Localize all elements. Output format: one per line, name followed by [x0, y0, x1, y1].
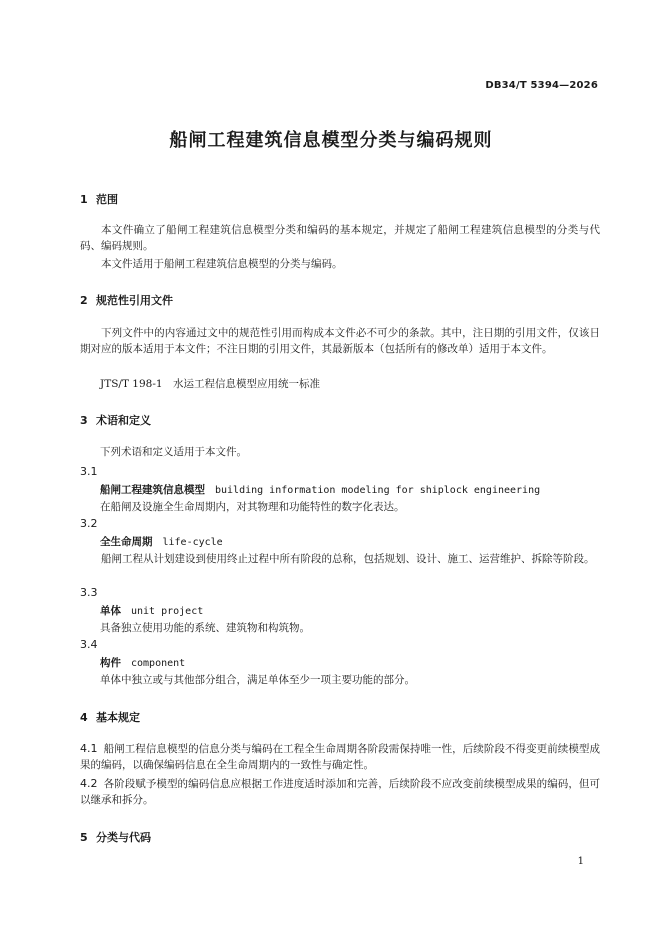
term-3-3-en: unit project [131, 606, 204, 617]
section-1-title: 范围 [96, 193, 118, 206]
document-title: 船闸工程建筑信息模型分类与编码规则 [169, 130, 493, 151]
section-1-number: 1 [80, 193, 88, 206]
term-3-4-number: 3.4 [80, 638, 98, 651]
section-5-heading [80, 829, 151, 845]
term-3-2-number: 3.2 [80, 517, 98, 530]
term-3-3-definition: 具备独立使用功能的系统、建筑物和构筑物。 [100, 622, 310, 634]
term-3-3-number: 3.3 [80, 586, 98, 599]
term-3-4-en: component [131, 658, 186, 669]
section-4-heading [80, 709, 140, 725]
references-paragraph: 下列文件中的内容通过文中的规范性引用而构成本文件必不可少的条款。其中，注日期的引用文件，仅该日期对应的版本适用于本文件；不注日期的引用文件，其最新版本（包括所有的修改单）适用于本文件。 [80, 327, 600, 355]
section-1-heading [80, 191, 118, 207]
section-2-title: 规范性引用文件 [96, 294, 173, 307]
section-3-heading [80, 412, 151, 428]
scope-paragraph-1: 本文件确立了船闸工程建筑信息模型分类和编码的基本规定，并规定了船闸工程建筑信息模型的分类与代码、编码规则。 [80, 224, 600, 252]
section-3-title: 术语和定义 [96, 414, 151, 427]
section-4-number: 4 [80, 711, 88, 724]
term-3-3-name [100, 603, 203, 620]
terms-intro: 下列术语和定义适用于本文件。 [100, 446, 247, 458]
term-3-1-number: 3.1 [80, 465, 98, 478]
section-5-title: 分类与代码 [96, 831, 151, 844]
term-3-4-name [100, 655, 185, 672]
term-3-2-en: life-cycle [162, 537, 223, 548]
section-4-title: 基本规定 [96, 711, 140, 724]
page-number: 1 [577, 856, 584, 867]
clause-4-2-number: 4.2 [80, 777, 98, 790]
section-2-number: 2 [80, 294, 88, 307]
clause-4-1-text: 船闸工程信息模型的信息分类与编码在工程全生命周期各阶段需保持唯一性，后续阶段不得变更前续模型成果的编码，以确保编码信息在全生命周期内的一致性与确定性。 [80, 743, 600, 771]
term-3-4-zh: 构件 [100, 657, 121, 669]
clause-4-2-text: 各阶段赋予模型的编码信息应根据工作进度适时添加和完善，后续阶段不应改变前续模型成果的编码，但可以继承和拆分。 [80, 778, 600, 806]
scope-paragraph-2: 本文件适用于船闸工程建筑信息模型的分类与编码。 [101, 258, 343, 270]
term-3-3-zh: 单体 [100, 605, 121, 617]
term-3-2-name [100, 534, 223, 551]
clause-4-1-number: 4.1 [80, 742, 98, 755]
term-3-4-definition: 单体中独立或与其他部分组合，满足单体至少一项主要功能的部分。 [100, 674, 415, 686]
term-3-1-zh: 船闸工程建筑信息模型 [100, 484, 205, 496]
term-3-2-definition: 船闸工程从计划建设到使用终止过程中所有阶段的总称，包括规划、设计、施工、运营维护、拆除等阶段。 [101, 553, 595, 565]
term-3-2-zh: 全生命周期 [100, 536, 153, 548]
section-3-number: 3 [80, 414, 88, 427]
term-3-1-en: building information modeling for shiplock engineering [215, 485, 541, 496]
section-2-heading [80, 292, 173, 308]
section-5-number: 5 [80, 831, 88, 844]
term-3-1-name [100, 482, 540, 499]
clause-4-1 [80, 741, 600, 773]
clause-4-2 [80, 776, 600, 808]
reference-item-1: JTS/T 198-1 水运工程信息模型应用统一标准 [100, 378, 321, 390]
term-3-1-definition: 在船闸及设施全生命周期内，对其物理和功能特性的数字化表达。 [100, 501, 405, 513]
standard-code: DB34/T 5394—2026 [485, 80, 598, 91]
